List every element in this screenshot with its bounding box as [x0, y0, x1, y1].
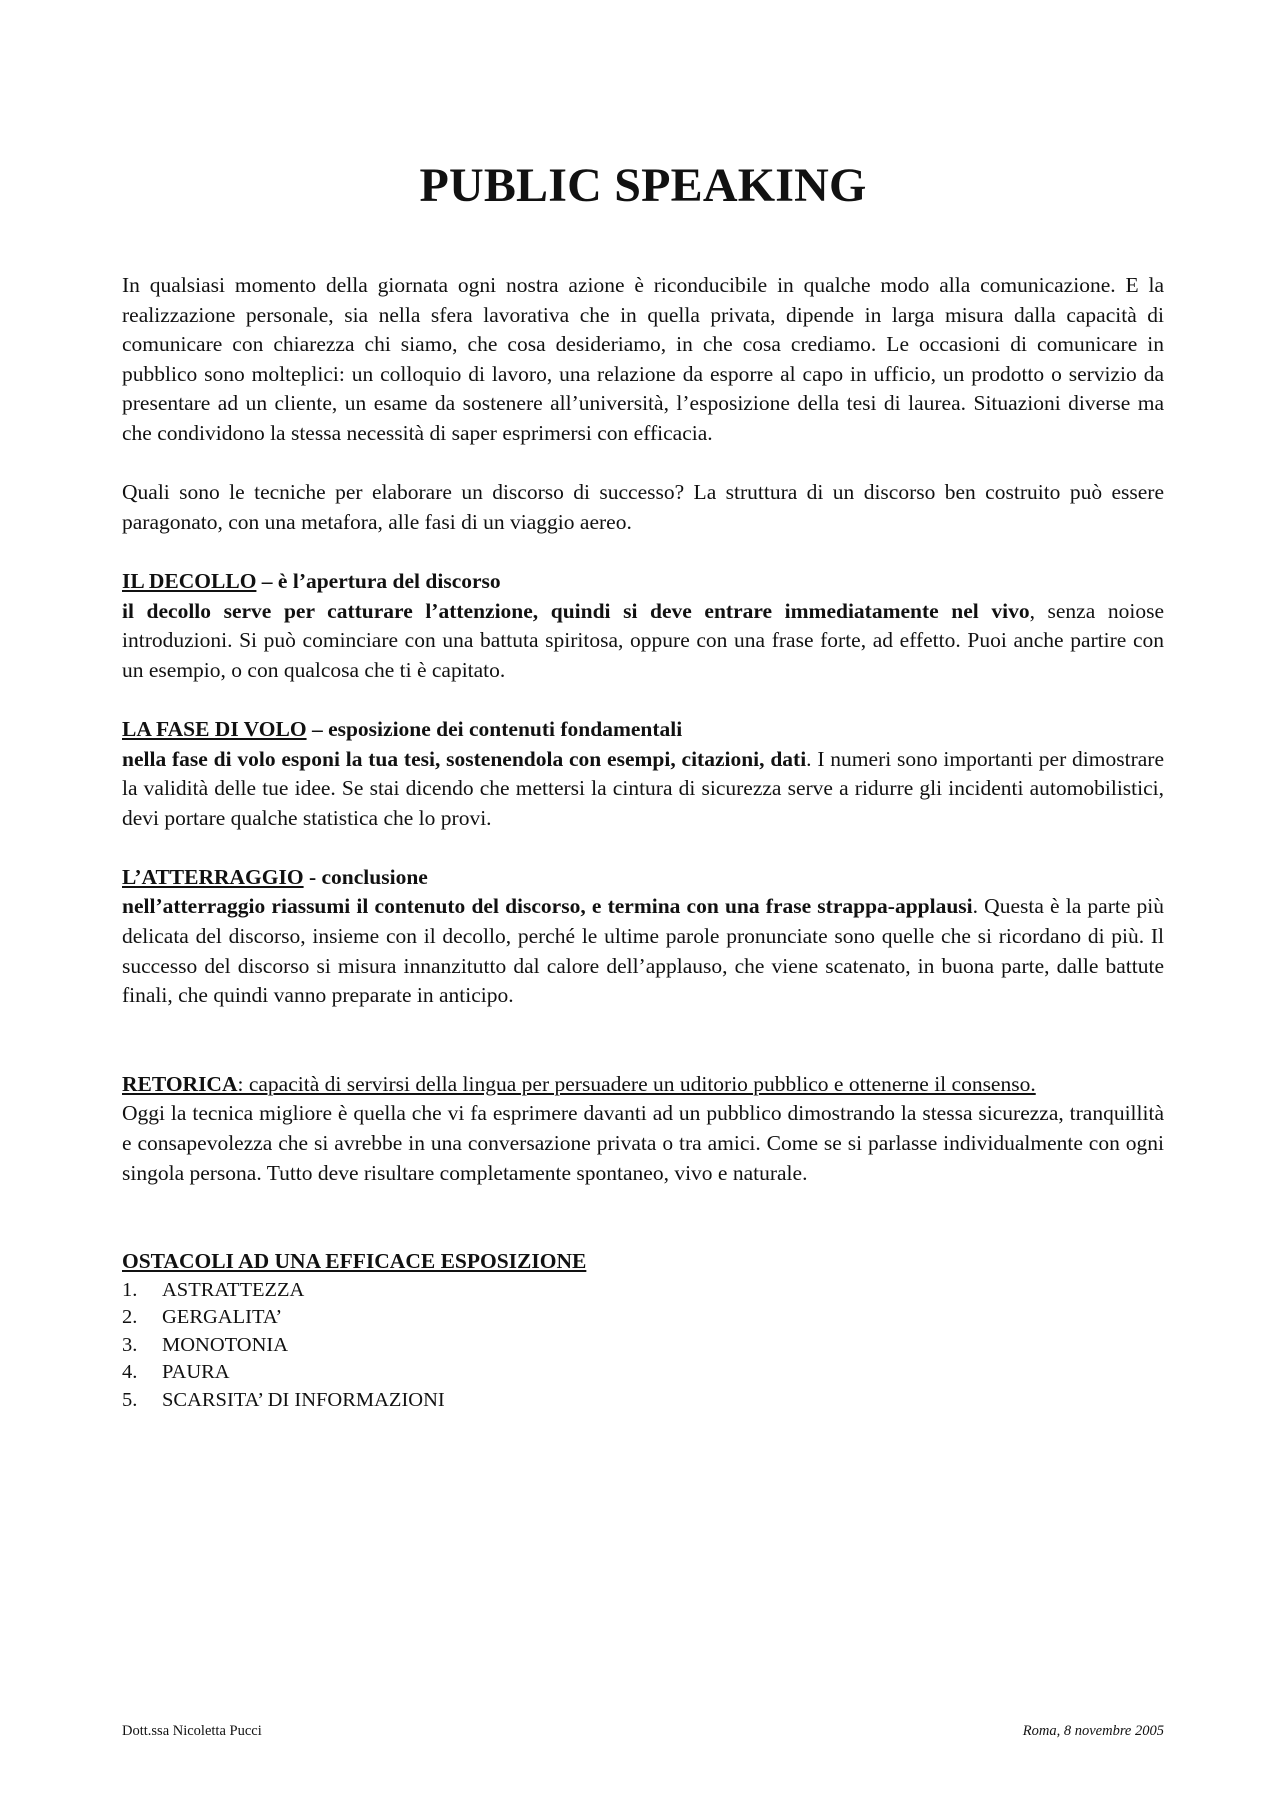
intro-paragraph-2: Quali sono le tecniche per elaborare un discorso di successo? La struttura di un discorso ben costruito può essere paragonato, con una metafora, alle fasi di un viaggio aereo.: [122, 480, 1164, 534]
section-heading: L’ATTERRAGGIO: [122, 864, 304, 889]
section-heading: LA FASE DI VOLO: [122, 716, 307, 741]
section-fase-di-volo: [122, 715, 1164, 833]
section-subheading: – è l’apertura del discorso: [256, 568, 501, 593]
list-item: [122, 1277, 1164, 1305]
page-footer: [122, 1723, 1164, 1740]
intro-paragraph-1: In qualsiasi momento della giornata ogni nostra azione è riconducibile in qualche modo alla comunicazione. E la realizzazione personale, sia nella sfera lavorativa che in quella privata, dipende in larga misura dalla capacità di comunicare con chiarezza chi siamo, che cosa desideriamo, in che cosa crediamo. Le occasioni di comunicare in pubblico sono molteplici: un colloquio di lavoro, una relazione da esporre al capo in ufficio, un prodotto o servizio da presentare ad un cliente, un esame da sostenere all’università, l’esposizione della tesi di laurea. Situazioni diverse ma che condividono la stessa necessità di saper esprimersi con efficacia.: [122, 273, 1164, 445]
list-item-label: ASTRATTEZZA: [162, 1278, 305, 1301]
section-heading-line: [122, 715, 1164, 745]
section-lead: il decollo serve per catturare l’attenzione, quindi si deve entrare immediatamente nel vivo: [122, 598, 1030, 623]
section-text: senza noiose introduzioni. Si può cominciare con una battuta spiritosa, oppure con una frase forte, ad effetto. Puoi anche partire con un esempio, o con qualcosa che ti è capitato.: [122, 598, 1164, 682]
section-text: I numeri sono importanti per dimostrare la validità delle tue idee. Se stai dicendo che mettersi la cintura di sicurezza serve a ridurre gli incidenti automobilistici, devi portare qualche statistica che lo provi.: [122, 746, 1164, 830]
ostacoli-list: [122, 1277, 1164, 1415]
list-item: [122, 1332, 1164, 1360]
list-item-number: 5.: [122, 1388, 138, 1411]
section-heading-line: [122, 567, 1164, 597]
retorica-paragraph: Oggi la tecnica migliore è quella che vi fa esprimere davanti ad un pubblico dimostrando la stessa sicurezza, tranquillità e consapevolezza che si avrebbe in una conversazione privata o tra amici. Come se si parlasse individualmente con ogni singola persona. Tutto deve risultare completamente spontaneo, vivo e naturale.: [122, 1101, 1164, 1185]
section-lead-punct: ,: [1029, 598, 1035, 623]
ostacoli-heading: OSTACOLI AD UNA EFFICACE ESPOSIZIONE: [122, 1249, 587, 1274]
ostacoli-heading-line: [122, 1247, 1164, 1277]
section-lead-punct: .: [972, 894, 979, 919]
page-title: PUBLIC SPEAKING: [419, 159, 867, 212]
section-heading: IL DECOLLO: [122, 568, 257, 593]
section-lead: nell’atterraggio riassumi il contenuto del discorso, e termina con una frase strappa-applausi: [122, 894, 973, 919]
section-lead-punct: .: [806, 746, 812, 771]
list-item-label: MONOTONIA: [162, 1333, 289, 1356]
list-item: [122, 1359, 1164, 1387]
section-subheading: - conclusione: [303, 864, 428, 889]
document-body: [122, 271, 1164, 1414]
list-item-number: 1.: [122, 1278, 138, 1301]
section-paragraph: [122, 745, 1164, 834]
list-item: [122, 1304, 1164, 1332]
section-lead: nella fase di volo esponi la tua tesi, sostenendola con esempi, citazioni, dati: [122, 746, 807, 771]
footer-author: Dott.ssa Nicoletta Pucci: [122, 1723, 262, 1739]
section-atterraggio: [122, 863, 1164, 1011]
list-item-label: GERGALITA’: [162, 1306, 283, 1329]
list-item-number: 2.: [122, 1306, 138, 1329]
section-paragraph: [122, 597, 1164, 686]
section-decollo: [122, 567, 1164, 685]
section-heading-line: [122, 863, 1164, 893]
list-item-label: PAURA: [162, 1361, 230, 1384]
list-item-number: 4.: [122, 1361, 138, 1384]
footer-place-date: Roma, 8 novembre 2005: [1022, 1723, 1164, 1739]
retorica-definition-line: [122, 1070, 1164, 1100]
list-item: [122, 1387, 1164, 1415]
retorica-definition: : capacità di servirsi della lingua per persuadere un uditorio pubblico e ottenerne il consenso.: [237, 1071, 1036, 1096]
list-item-label: SCARSITA’ DI INFORMAZIONI: [162, 1388, 445, 1411]
section-retorica: [122, 1070, 1164, 1188]
list-item-number: 3.: [122, 1333, 138, 1356]
section-subheading: – esposizione dei contenuti fondamentali: [306, 716, 683, 741]
section-paragraph: [122, 892, 1164, 1010]
retorica-term: RETORICA: [122, 1071, 238, 1096]
section-text: Questa è la parte più delicata del discorso, insieme con il decollo, perché le ultime parole pronunciate sono quelle che si ricordano di più. Il successo del discorso si misura innanzitutto dal calore dell’applauso, che viene scatenato, in buona parte, dalle battute finali, che quindi vanno preparate in anticipo.: [122, 894, 1164, 1008]
section-ostacoli: [122, 1247, 1164, 1414]
